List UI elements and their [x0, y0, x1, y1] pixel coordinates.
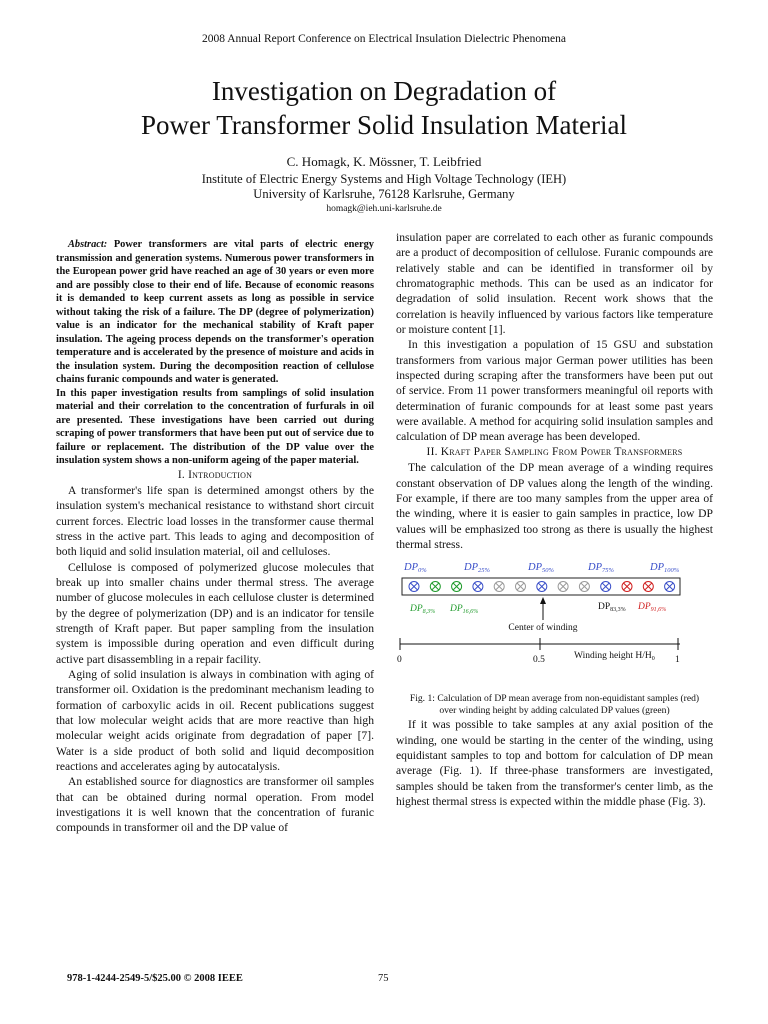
- sample-marker-blue: [473, 582, 483, 592]
- left-column: [56, 238, 374, 836]
- affiliation-line-1: Institute of Electric Energy Systems and High Voltage Technology (IEH): [201, 172, 567, 186]
- authors: C. Homagk, K. Mössner, T. Leibfried: [286, 154, 482, 169]
- title-line-1: Investigation on Degradation of: [211, 76, 557, 106]
- fig-black-label: $DP_{83,3\%}$: [598, 602, 626, 614]
- title-line-2: Power Transformer Solid Insulation Material: [141, 110, 627, 140]
- fig-top-label-100: DP100%: [650, 562, 680, 575]
- fig-green-label-1: $DP_{8,3\%}$: [410, 604, 436, 616]
- axis-title: Winding height $H/H_0$: [574, 651, 655, 663]
- sample-marker-gray: [579, 582, 589, 592]
- abstract-label: Abstract:: [68, 239, 108, 250]
- footer-isbn: 978-1-4244-2549-5/$25.00 © 2008 IEEE: [67, 973, 243, 984]
- right-continued-paragraph: insulation paper are correlated to each other as furanic compounds are a product of decomposition of cellulose. Furanic compounds are relatively stable and can be identified in transformer oil by chromatographic methods. This can be used as an indicator for degradation of solid insulation. Recent work shows that the correlation is heavily influenced by various factors like temperature or moisture content [1].: [396, 231, 713, 337]
- fig-top-label-0: DP0%: [404, 562, 427, 575]
- sample-markers: [409, 582, 675, 592]
- section-heading-kraft-paper: II. Kraft Paper Sampling From Power Transformers: [426, 445, 683, 458]
- winding-bar: [402, 578, 680, 595]
- paper-title: [0, 74, 768, 142]
- sample-marker-green: [430, 582, 440, 592]
- right-paragraph-4: If it was possible to take samples at any axial position of the winding, one would be starting in the center of the winding, using equidistant samples to top and bottom for calculation of DP mean average (Fig. 1). If three-phase transformers are investigated, samples should be taken from the transformer's center limb, as the highest thermal stress is expected within the middle phase (Fig. 3).: [396, 718, 713, 808]
- figure-1: [396, 558, 713, 693]
- sample-marker-gray: [494, 582, 504, 592]
- fig-top-label-25: DP25%: [464, 562, 490, 575]
- fig-top-label-50: DP50%: [528, 562, 554, 575]
- abstract-paragraph-1: [56, 238, 374, 387]
- axis-tick-label-mid: 0.5: [533, 655, 545, 666]
- affiliation: [0, 172, 768, 202]
- right-paragraph-2: In this investigation a population of 15 GSU and substation transformers from various major German power utilities has been inspected during scraping after the transformers have been put out of service. From 11 power transformers meaningful oil reports with determination of furanic compounds for at least some past years were available. A method for acquiring solid insulation samples and calculation of DP mean average has been developed.: [396, 338, 713, 444]
- figure-1-caption-line-1: Fig. 1: Calculation of DP mean average from non-equidistant samples (red): [409, 693, 700, 705]
- right-column: [396, 230, 713, 809]
- center-arrow-head: [540, 597, 546, 604]
- sample-marker-gray: [558, 582, 568, 592]
- axis-tick-label-1: 1: [675, 655, 680, 666]
- sample-marker-green: [452, 582, 462, 592]
- affiliation-line-2: University of Karlsruhe, 76128 Karlsruhe, Germany: [253, 187, 515, 201]
- sample-marker-gray: [516, 582, 526, 592]
- fig-green-label-2: $DP_{16,6\%}$: [450, 604, 479, 616]
- author-email[interactable]: homagk@ieh.uni-karlsruhe.de: [326, 204, 442, 214]
- conference-header: 2008 Annual Report Conference on Electrical Insulation Dielectric Phenomena: [201, 33, 567, 45]
- figure-1-diagram: [396, 558, 713, 693]
- sample-marker-red: [622, 582, 632, 592]
- sample-marker-blue: [665, 582, 675, 592]
- sample-marker-blue: [537, 582, 547, 592]
- fig-red-label: $DP_{91,6\%}$: [638, 602, 667, 614]
- page-number: 75: [378, 973, 389, 984]
- intro-paragraph-4: An established source for diagnostics are transformer oil samples that can be obtained during normal operation. From model investigations it is well known that the concentration of furanic compounds in transformer oil and the DP value of: [56, 775, 374, 835]
- figure-1-caption: [396, 693, 713, 717]
- abstract-text-1: Power transformers are vital parts of electric energy transmission and generation systems. Numerous power transformers in the European power grid have reached an age of 30 years or even more and are possibly close to their end of life. Because of economic reasons it is demanded to keep current assets as long as possible in service without taking the risk of a failure. The DP (degree of polymerization) value is an indicator for the mechanical stability of Kraft paper insulation. The ageing process depends on the transformer's operation temperature and is accelerated by the presence of moisture and acids in the insulation system. During the decomposition reaction of cellulose chains furanic compounds and water is generated.: [56, 239, 374, 385]
- sample-marker-blue: [409, 582, 419, 592]
- section-heading-introduction: I. Introduction: [177, 468, 253, 481]
- intro-paragraph-1: A transformer's life span is determined amongst others by the insulation system's mechanical resistance to withstand short circuit current forces. Electric load losses in the transformer cause thermal stress in the active part. This leads to aging and decomposition of both liquid and solid insulation material, oil and celluloses.: [56, 483, 374, 559]
- axis-tick-label-0: 0: [397, 655, 402, 666]
- sample-marker-red: [643, 582, 653, 592]
- figure-1-caption-line-2: over winding height by adding calculated DP values (green): [439, 705, 670, 717]
- sample-marker-blue: [601, 582, 611, 592]
- fig-top-label-75: DP75%: [588, 562, 614, 575]
- abstract-paragraph-2: In this paper investigation results from samplings of solid insulation material and their correlation to the concentration of furfurals in oil are presented. These investigations have been carried out during scraping of power transformers that have been put out of service due to failure or replacement. The distribution of the DP value over the insulation system shows a non-uniform ageing of the paper material.: [56, 387, 374, 466]
- center-of-winding-label: Center of winding: [508, 623, 578, 634]
- intro-paragraph-2: Cellulose is composed of polymerized glucose molecules that break up into smaller chains under thermal stress. The average number of glucose molecules in each cellulose cluster is determined by the degree of polymerization (DP) and is an indicator for tensile strength of Kraft paper. But paper sampling from the insulation system is impossible during operation and even difficult during active part disassembling in a repair facility.: [56, 560, 374, 666]
- right-paragraph-3: The calculation of the DP mean average of a winding requires constant observation of DP values along the length of the winding. For example, if there are too many samples from the upper area of the winding, where it is easier to gain samples in practice, low DP values will be emphasized too strong as there is usually the highest thermal stress.: [396, 461, 713, 551]
- intro-paragraph-3: Aging of solid insulation is always in combination with aging of transformer oil. Oxidation is the predominant mechanism leading to formation of carboxylic acids in oil. Recent publications suggest that low molecular weight acids that are more reactive than high molecular weight acids originate from degradation of paper [7]. Water is a side product of both solid and liquid decomposition reactions and accelerates aging by autocatalysis.: [56, 667, 374, 774]
